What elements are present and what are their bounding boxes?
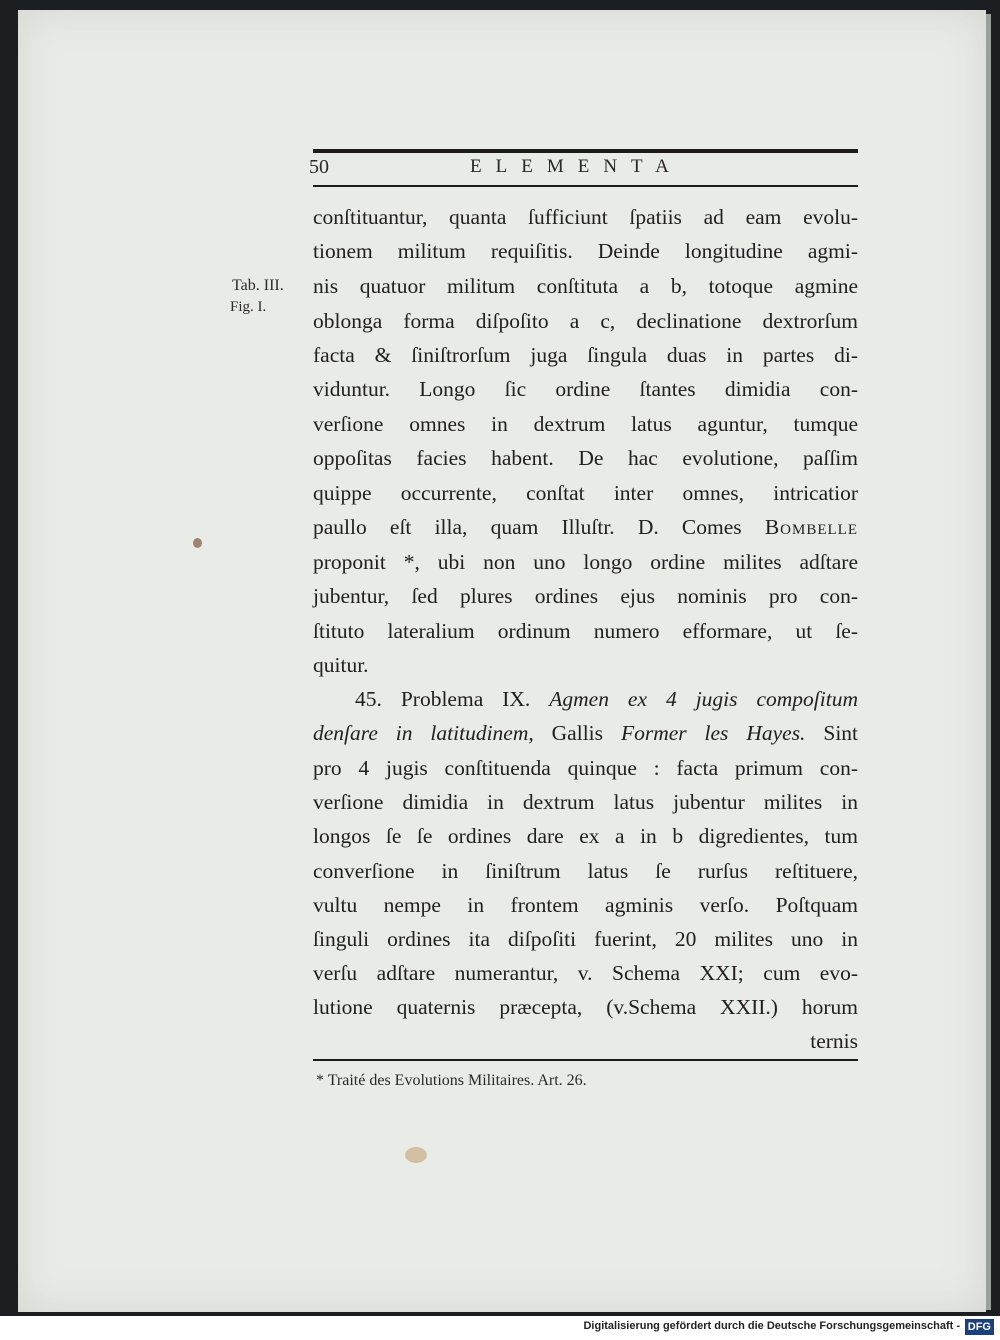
footnote-rule [313, 1059, 858, 1061]
problem-line: longos ſe ſe ordines dare ex a in b digredientes, tum [313, 824, 858, 848]
problem-line: converſione in ſiniſtrum latus ſe rurſus reſtituere, [313, 859, 858, 883]
body-line: quitur. [313, 653, 369, 677]
body-line: viduntur. Longo ſic ordine ſtantes dimidia con- [313, 377, 858, 401]
gallis-text: , Gallis [528, 721, 604, 745]
sint-word: Sint [823, 721, 859, 745]
body-line: tionem militum requiſitis. Deinde longitudine agmi- [313, 239, 858, 263]
body-line: oblonga forma diſpoſito a c, declinatione dextrorſum [313, 309, 858, 333]
person-name-bombelle: Bombelle [764, 515, 858, 539]
margin-note-fig: Fig. I. [230, 299, 267, 315]
body-line: facta & ſiniſtrorſum juga ſingula duas in partes di- [313, 343, 858, 367]
paper-stain [193, 538, 202, 548]
problem-line: ſinguli ordines ita diſpoſiti fuerint, 20 milites uno in [313, 927, 858, 951]
dfg-logo: DFG [965, 1319, 994, 1335]
margin-note-tab: Tab. III. [232, 277, 284, 294]
page-edge [986, 14, 991, 1310]
body-line-with-name [313, 514, 858, 540]
problem-line: verſu adſtare numerantur, v. Schema XXI; cum evo- [313, 961, 858, 985]
page-number: 50 [309, 156, 329, 178]
problem-line: pro 4 jugis conſtituenda quinque : facta primum con- [313, 756, 858, 780]
problem-label: Problema IX. [400, 687, 531, 711]
credit-bar [0, 1316, 1000, 1340]
problem-number: 45. [355, 687, 382, 711]
problem-title: Agmen ex 4 jugis compoſitum [549, 687, 858, 711]
body-line: proponit *, ubi non uno longo ordine milites adſtare [313, 550, 858, 574]
problem-title-cont: denſare in latitudinem [313, 721, 529, 745]
problem-heading-cont [313, 720, 858, 746]
body-line: verſione omnes in dextrum latus aguntur, tumque [313, 412, 858, 436]
running-title: ELEMENTA [470, 156, 683, 177]
footnote: * Traité des Evolutions Militaires. Art. 26. [316, 1072, 587, 1089]
body-line: conſtituantur, quanta ſufficiunt ſpatiis ad eam evolu- [313, 205, 858, 229]
french-title: Former les Hayes. [620, 721, 806, 745]
paper-stain [405, 1147, 427, 1163]
body-line: ſtituto lateralium ordinum numero efformare, ut ſe- [313, 619, 858, 643]
body-line: nis quatuor militum conſtituta a b, totoque agmine [313, 274, 858, 298]
catchword: ternis [810, 1029, 858, 1053]
problem-line: verſione dimidia in dextrum latus jubentur milites in [313, 790, 858, 814]
problem-heading [355, 686, 858, 712]
body-line-text: paullo eſt illa, quam Illuſtr. D. Comes [313, 515, 742, 539]
credit-text: Digitalisierung gefördert durch die Deutsche Forschungsgemeinschaft - [583, 1320, 960, 1332]
body-line: jubentur, ſed plures ordines ejus nominis pro con- [313, 584, 858, 608]
body-line: oppoſitas facies habent. De hac evolutione, paſſim [313, 446, 858, 470]
problem-line: lutione quaternis præcepta, (v.Schema XXII.) horum [313, 995, 858, 1019]
problem-line: vultu nempe in frontem agminis verſo. Poſtquam [313, 893, 858, 917]
body-line: quippe occurrente, conſtat inter omnes, intricatior [313, 481, 858, 505]
header-rule-top [313, 149, 858, 153]
header-rule-bottom [313, 185, 858, 187]
